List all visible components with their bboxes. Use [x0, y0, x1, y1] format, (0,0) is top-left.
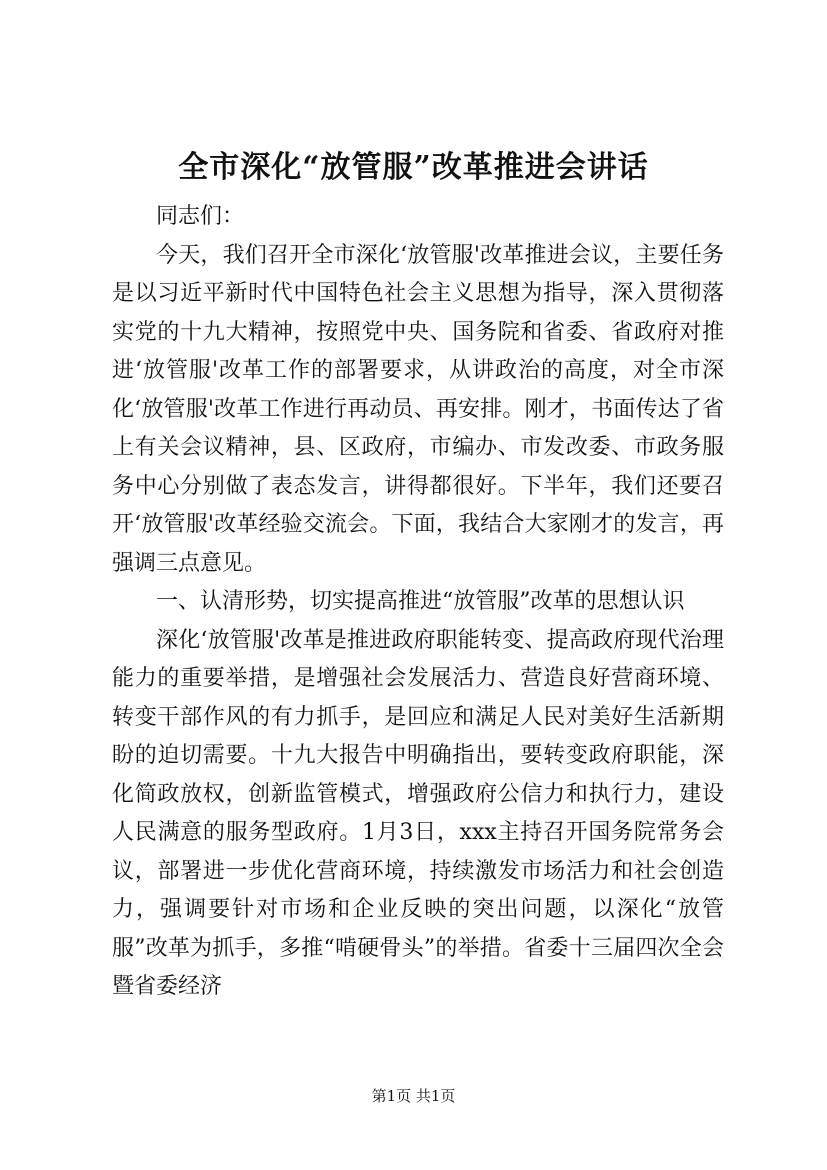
section-heading: 一、认清形势，切实提高推进“放管服”改革的思想认识 [156, 589, 685, 614]
page-footer: 第1页 共1页 [371, 1087, 456, 1105]
paragraph-opening: 今天，我们召开全市深化‘放管服'改革推进会议，主要任务是以习近平新时代中国特色社会主义思想为指导，深入贯彻落实党的十九大精神，按照党中央、国务院和省委、省政府对推进‘放管服'改革工作的部署要求，从讲政治的高度，对全市深化‘放管服'改革工作进行再动员、再安排。刚才，书面传达了省上有关会议精神，县、区政府，市编办、市发改委、市政务服务中心分别做了表态发言，讲得都很好。下半年，我们还要召开‘放管服'改革经验交流会。下面，我结合大家刚才的发言，再强调三点意见。 [112, 242, 724, 576]
paragraph-section-one: 深化‘放管服'改革是推进政府职能转变、提高政府现代治理能力的重要举措，是增强社会发展活力、营造良好营商环境、转变干部作风的有力抓手，是回应和满足人民对美好生活新期盼的迫切需要。十九大报告中明确指出，要转变政府职能，深化简政放权，创新监管模式，增强政府公信力和执行力，建设人民满意的服务型政府。1月3日，xxx主持召开国务院常务会议，部署进一步优化营商环境，持续激发市场活力和社会创造力，强调要针对市场和企业反映的突出问题，以深化“放管服”改革为抓手，多推“啃硬骨头”的举措。省委十三届四次全会暨省委经济 [112, 627, 724, 999]
document-title: 全市深化“放管服”改革推进会讲话 [178, 150, 649, 185]
document-body [112, 198, 724, 1007]
salutation: 同志们： [156, 204, 245, 229]
